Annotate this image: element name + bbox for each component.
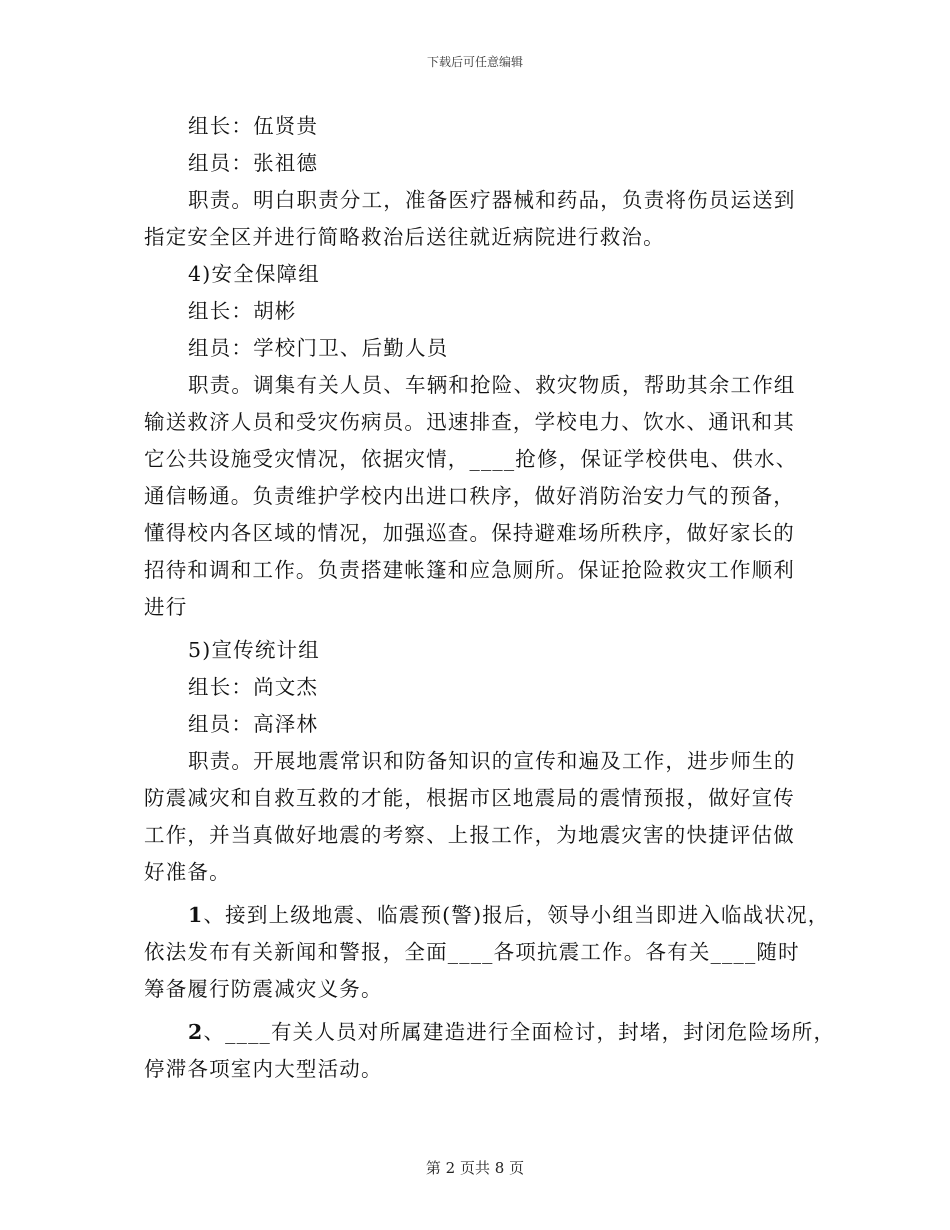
text-line: 输送救济人员和受灾伤病员。迅速排查，学校电力、饮水、通讯和其 [144,410,795,434]
text-line: 指定安全区并进行简略救治后送往就近病院进行救治。 [144,225,665,249]
section-heading: 5)宣传统计组 [188,638,320,662]
numbered-item-line [144,897,830,934]
text-line: 组长：伍贤贵 [188,114,319,138]
text-line: 招待和调和工作。负责搭建帐篷和应急厕所。保证抢险救灾工作顺利 [144,558,795,582]
page-header: 下载后可任意编辑 [426,55,523,69]
text-line: 它公共设施受灾情况，依据灾情，____抢修，保证学校供电、供水、 [144,447,798,471]
document-body [144,108,836,1088]
text-line: 职责。明白职责分工，准备医疗器械和药品，负责将伤员运送到 [188,188,796,212]
text-line: 组员：高泽林 [188,712,319,736]
numbered-item-line: 依法发布有关新闻和警报，全面____各项抗震工作。各有关____随时 [144,940,800,964]
item-text: 、接到上级地震、临震预(警)报后，领导小组当即进入临战状况， [203,903,830,927]
numbered-item-line [144,1014,836,1051]
text-line: 职责。调集有关人员、车辆和抢险、救灾物质，帮助其余工作组 [188,373,796,397]
text-line: 通信畅通。负责维护学校内出进口秩序，做好消防治安力气的预备， [144,484,795,508]
section-heading: 4)安全保障组 [188,262,320,286]
text-line: 进行 [144,595,188,619]
text-line: 职责。开展地震常识和防备知识的宣传和遍及工作，进步师生的 [188,749,796,773]
text-line: 懂得校内各区域的情况，加强巡查。保持避难场所秩序，做好家长的 [144,521,795,545]
text-line: 好准备。 [144,860,231,884]
page-footer: 第 2 页共 8 页 [425,1159,525,1177]
numbered-item-line: 筹备履行防震减灾义务。 [144,977,383,1001]
item-text: 、____有关人员对所属建造进行全面检讨，封堵，封闭危险场所， [203,1020,836,1044]
item-number: 1 [188,903,204,927]
item-number: 2 [188,1020,204,1044]
text-line: 工作，并当真做好地震的考察、上报工作，为地震灾害的快捷评估做 [144,823,795,847]
text-line: 组长：尚文杰 [188,675,319,699]
text-line: 组员：张祖德 [188,151,319,175]
text-line: 防震减灾和自救互救的才能，根据市区地震局的震情预报，做好宣传 [144,786,795,810]
numbered-item-line: 停滞各项室内大型活动。 [144,1057,383,1081]
text-line: 组长：胡彬 [188,299,297,323]
text-line: 组员：学校门卫、后勤人员 [188,336,449,360]
